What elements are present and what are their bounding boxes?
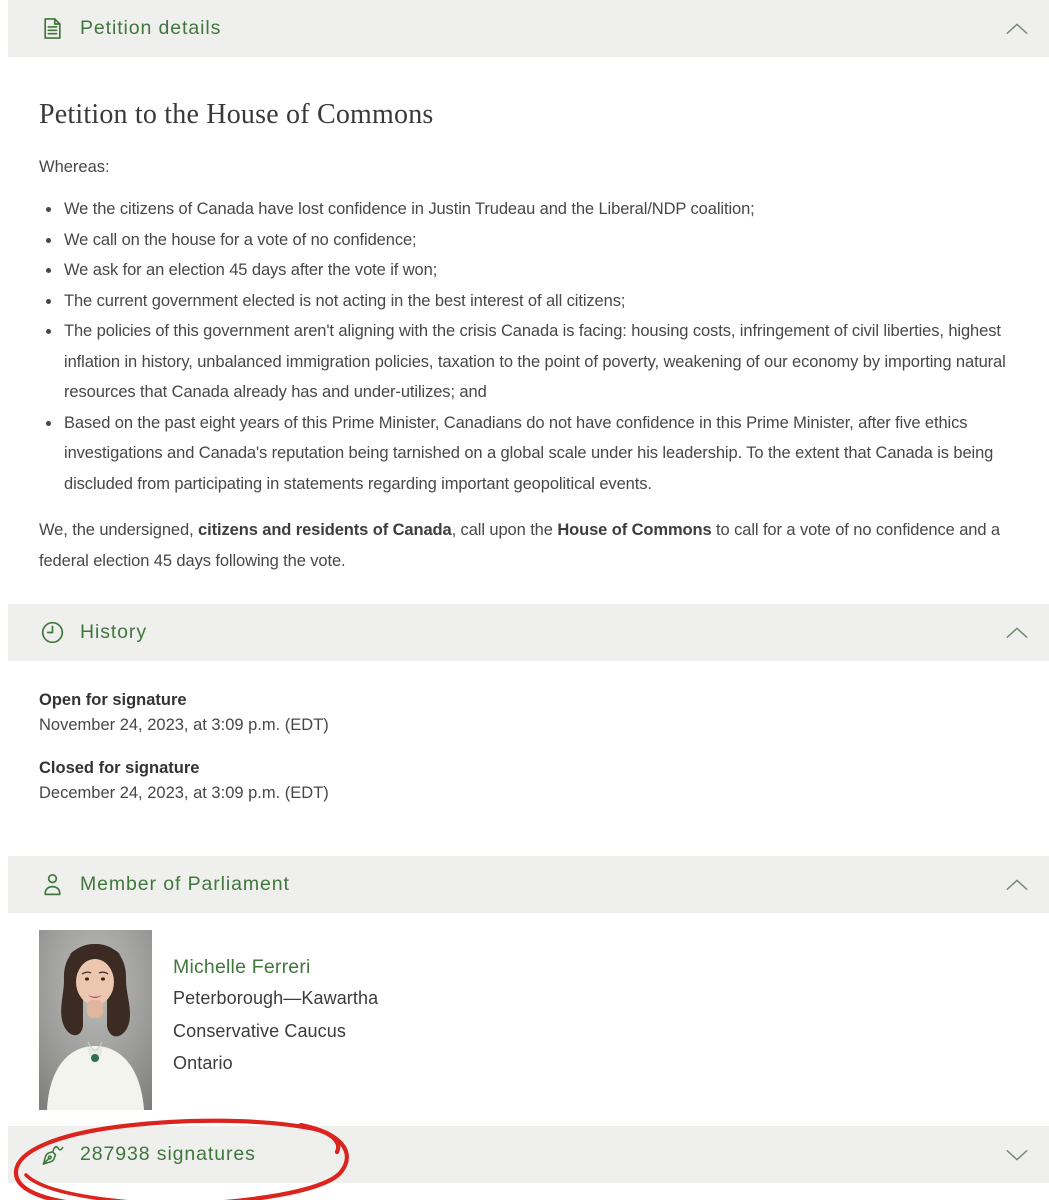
whereas-label: Whereas: <box>39 158 110 176</box>
history-header[interactable] <box>8 604 1049 661</box>
petition-point: • Based on the past eight years of this Prime Minister, Canadians do not have confidence in this Prime Minister, after five ethics investigations and Canada's reputation being tarnished on a global scale under his leadership. To the extent that Canada is being discluded from participating in statements regarding important geopolitical events. <box>62 408 1019 500</box>
mp-panel <box>0 856 1049 1126</box>
petition-point: • We the citizens of Canada have lost confidence in Justin Trudeau and the Liberal/NDP coalition; <box>62 194 1019 225</box>
closing-bold: citizens and residents of Canada <box>198 521 452 539</box>
closing-paragraph <box>39 515 1019 576</box>
petition-details-header[interactable] <box>8 0 1049 57</box>
history-entry-title: Open for signature <box>39 691 187 709</box>
petition-point: • We call on the house for a vote of no confidence; <box>62 225 1019 256</box>
document-icon <box>39 15 66 42</box>
mp-body <box>0 913 1049 1126</box>
history-label: History <box>80 621 147 643</box>
signatures-header[interactable] <box>8 1126 1049 1183</box>
mp-header[interactable] <box>8 856 1049 913</box>
history-panel <box>0 604 1049 856</box>
closing-bold: House of Commons <box>557 521 712 539</box>
history-body <box>0 661 1049 856</box>
chevron-up-icon[interactable] <box>1005 878 1029 892</box>
mp-province: Ontario <box>173 1053 233 1073</box>
closing-text: to call for a vote of no confidence and a federal election 45 days following the vote. <box>39 521 1000 570</box>
mp-label: Member of Parliament <box>80 873 290 895</box>
petition-point: • The current government elected is not acting in the best interest of all citizens; <box>62 286 1019 317</box>
history-entry-date: November 24, 2023, at 3:09 p.m. (EDT) <box>39 716 329 734</box>
chevron-down-icon[interactable] <box>1005 1148 1029 1162</box>
mp-caucus: Conservative Caucus <box>173 1020 346 1041</box>
mp-info <box>173 930 378 1080</box>
clock-icon <box>39 619 66 646</box>
petition-point: • We ask for an election 45 days after the vote if won; <box>62 255 1019 286</box>
closing-text: We, the undersigned, <box>39 521 199 539</box>
signature-count-label: 287938 signatures <box>80 1143 256 1165</box>
history-entry-title: Closed for signature <box>39 759 200 777</box>
person-icon <box>39 871 66 898</box>
chevron-up-icon[interactable] <box>1005 626 1029 640</box>
petition-details-body <box>0 57 1049 604</box>
mp-riding: Peterborough—Kawartha <box>173 988 379 1008</box>
mp-photo <box>39 930 152 1110</box>
history-entry <box>39 756 1019 806</box>
signatures-panel <box>0 1126 1049 1183</box>
petition-points-list <box>39 194 1019 499</box>
history-entry-date: December 24, 2023, at 3:09 p.m. (EDT) <box>39 784 329 802</box>
mp-name-link[interactable]: Michelle Ferreri <box>173 956 311 978</box>
chevron-up-icon[interactable] <box>1005 22 1029 36</box>
petition-point: • The policies of this government aren't aligning with the crisis Canada is facing: housing costs, infringement of civil liberties, highest inflation in history, unbalanced immigration policies, taxation to the point of poverty, weakening of our economy by importing natural resources that Canada already has and under-utilizes; and <box>62 316 1019 408</box>
petition-title: Petition to the House of Commons <box>39 99 434 130</box>
petition-details-label: Petition details <box>80 17 222 39</box>
signature-pen-icon <box>39 1141 66 1168</box>
closing-text: , call upon the <box>451 521 558 539</box>
history-entry <box>39 688 1019 738</box>
